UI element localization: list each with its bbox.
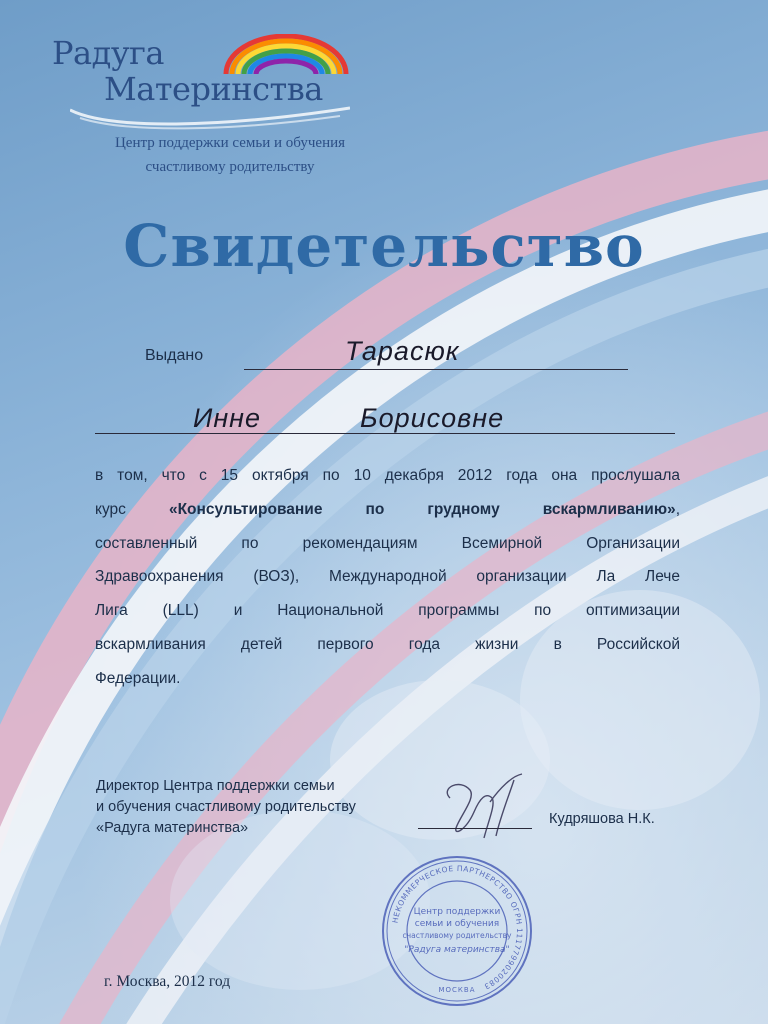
signer-name: Кудряшова Н.К. <box>549 811 655 827</box>
logo-swoosh-icon <box>70 100 350 130</box>
issued-label: Выдано <box>145 347 204 364</box>
handwritten-signature <box>430 768 540 846</box>
svg-text:Центр поддержки: Центр поддержки <box>413 907 501 917</box>
organization-subtitle-line1: Центр поддержки семьи и обучения <box>114 135 346 151</box>
official-stamp <box>378 852 536 1010</box>
body-line: Федерации. <box>95 669 181 687</box>
svg-text:НЕКОММЕРЧЕСКОЕ ПАРТНЕРСТВО ОГР: НЕКОММЕРЧЕСКОЕ ПАРТНЕРСТВО ОГРН 1117799020083 <box>390 863 525 992</box>
body-line: составленный по рекомендациям Всемирной Организации <box>95 534 680 552</box>
svg-text:счастливому родительству: счастливому родительству <box>402 931 512 940</box>
logo-text-line2: Материнства <box>104 70 323 108</box>
svg-text:МОСКВА: МОСКВА <box>438 986 476 994</box>
body-line: вскармливания детей первого года жизни в Российской <box>95 635 680 653</box>
body-line: Лига (LLL) и Национальной программы по оптимизации <box>95 602 680 620</box>
director-line: «Радуга материнства» <box>96 820 249 836</box>
certificate-title: Свидетельство <box>123 212 645 280</box>
body-line: Здравоохранения (ВОЗ), Международной организации Ла Лече <box>95 568 680 586</box>
svg-text:семьи и обучения: семьи и обучения <box>414 919 500 929</box>
svg-text:"Радуга материнства": "Радуга материнства" <box>404 945 510 955</box>
director-line: Директор Центра поддержки семьи <box>96 778 335 794</box>
place-and-date: г. Москва, 2012 год <box>104 973 231 990</box>
signature-line <box>418 828 532 829</box>
director-title <box>96 776 426 839</box>
certificate-body <box>95 459 680 696</box>
organization-subtitle-line2: счастливому родительству <box>145 159 315 175</box>
director-line: и обучения счастливому родительству <box>96 799 356 815</box>
recipient-first-name: Инне <box>193 403 262 433</box>
surname-underline <box>244 369 628 370</box>
course-name: «Консультирование по грудному вскармливанию» <box>168 500 676 518</box>
logo-text-line1: Радуга <box>52 34 164 72</box>
recipient-surname: Тарасюк <box>345 336 460 366</box>
recipient-patronymic: Борисовне <box>360 403 505 433</box>
body-line: в том, что с 15 октября по 10 декабря 2012 года она прослушала <box>95 467 680 484</box>
body-line-course: курс «Консультирование по грудному вскармливанию», <box>95 500 680 518</box>
